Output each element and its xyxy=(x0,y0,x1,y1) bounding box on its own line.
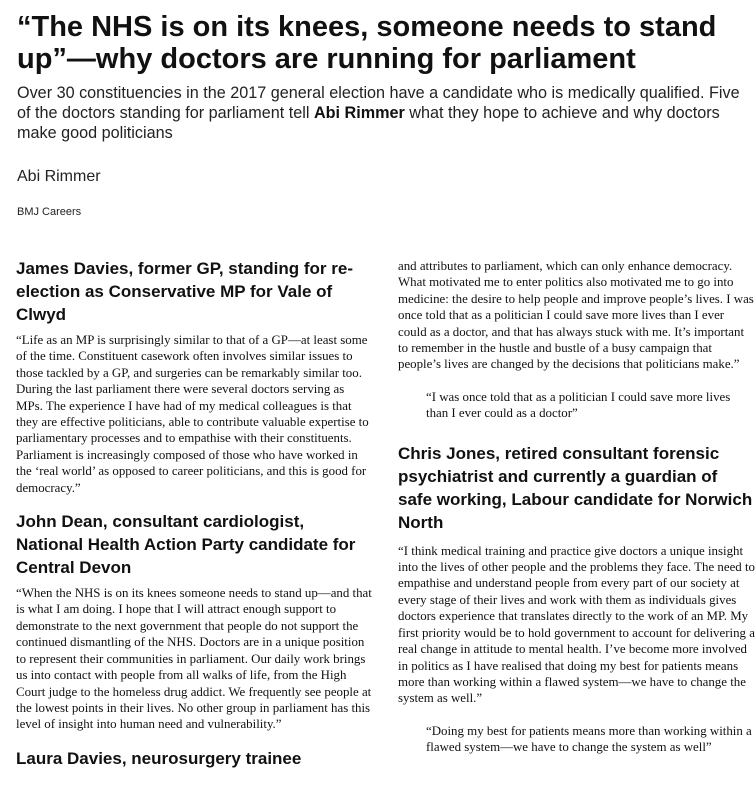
author-byline: Abi Rimmer xyxy=(17,168,101,185)
article-title: “The NHS is on its knees, someone needs to stand up”—why doctors are running for parliament xyxy=(17,11,717,75)
section-heading: James Davies, former GP, standing for re-election as Conservative MP for Vale of Clwyd xyxy=(16,259,353,324)
section-heading: Chris Jones, retired consultant forensic psychiatrist and currently a guardian of safe working, Labour candidate for Norwich North xyxy=(398,443,753,532)
section-body: “I think medical training and practice give doctors a unique insight into the lives of other people and the problems they face. The need to empathise and understand people from every part of our society at every stage of their lives and work with them as individuals gives doctors experience that translates directly to the work of an MP. My first priority would be to hold government to account for delivering a real change in attitude to mental health. I’ve become more involved in politics as I have realised that doing my best for patients means more than working within a flawed system—we have to change the system as well.” xyxy=(398,543,756,706)
section-heading: Laura Davies, neurosurgery trainee xyxy=(16,748,302,768)
section-body: “Life as an MP is surprisingly similar to that of a GP—at least some of the time. Constituent casework often involves similar issues to those tackled by a GP, and surgeries can be remarkably similar too. During the last parliament there were several doctors serving as MPs. The experience I have had of my medical colleagues is that they are effective politicians, able to contribute valuable expertise to parliamentary processes and to empathise with their constituents. Parliament is increasingly composed of those who have worked in the ‘real world’ as opposed to career politicians, and this is good for democracy.” xyxy=(16,333,369,495)
standfirst xyxy=(17,83,749,143)
section-body: “When the NHS is on its knees someone needs to stand up—and that is what I am doing. I hope that I will attract enough support to demonstrate to the next government that people do not support the continued dismantling of the NHS. Doctors are in a unique position to represent their communities in parliament. Our daily work brings us into contact with people from all walks of life, from the High Court judge to the homeless drug addict. We frequently see people at the lowest points in their lives. No other group in parliament has this level of insight into human need and vulnerability.” xyxy=(16,586,372,732)
pull-quote: “I was once told that as a politician I could save more lives than I ever could as a doctor” xyxy=(426,389,731,421)
standfirst-text-end: what they hope to achieve and why doctors make good politicians xyxy=(17,104,720,142)
section-heading: John Dean, consultant cardiologist, National Health Action Party candidate for Central Devon xyxy=(16,512,356,578)
section-body-continued: and attributes to parliament, which can only enhance democracy. What motivated me to enter politics also motivated me to go into medicine: the desire to help people and improve people’s lives. I was once told that as a politician I could save more lives than I ever could as a doctor, and that has always stuck with me. It’s important to remember in the hustle and bustle of a busy campaign that people’s lives are changed by the decisions that politicians make.” xyxy=(398,259,754,372)
right-column xyxy=(398,258,755,756)
left-column xyxy=(16,257,373,770)
author-affiliation: BMJ Careers xyxy=(17,206,82,218)
standfirst-text-start: Over 30 constituencies in the 2017 general election have a candidate who is medically qualified. Five of the doctors standing for parliament tell xyxy=(17,84,740,122)
standfirst-author-name: Abi Rimmer xyxy=(313,104,405,122)
pull-quote: “Doing my best for patients means more than working within a flawed system—we have to change the system as well” xyxy=(426,723,752,755)
